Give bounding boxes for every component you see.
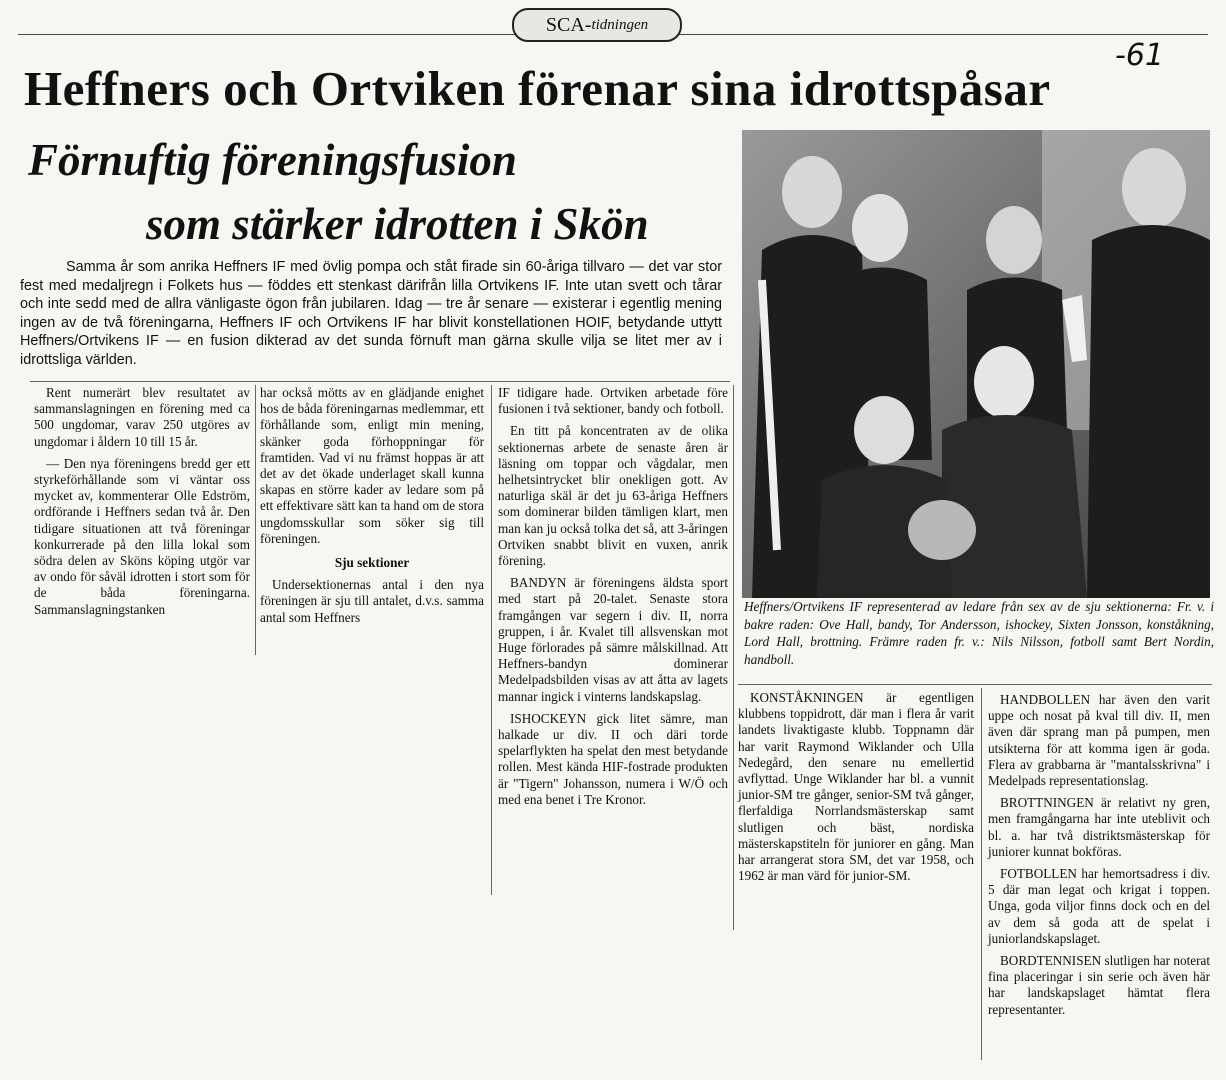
article-column-1 [34, 385, 250, 624]
article-column-4 [738, 690, 974, 890]
column2-paragraph: Undersektionernas antal i den nya föreningen är sju till antalet, d.v.s. samma antal som Heffners [260, 577, 484, 625]
ingress-paragraph: Samma år som anrika Heffners IF med övlig pompa och ståt firade sin 60-åriga tillvaro — det var stor fest med medaljregn i Folkets hus — föddes ett stenkast därifrån lilla Ortvikens IF. Inte utan svett och tårar och inte sedd med de allra vänligaste ögon från jubilaren. Idag — tre år senare — existerar i egentlig mening ingen av de två föreningarna, Heffners IF och Ortvikens IF har blivit konstellationen HOIF, betydande uttytt Heffners/Ortvikens IF — en fusion dikterad av det sunda förnuft man gärna skulle vilja se litet mer av i idrottsliga världen. [20, 259, 722, 368]
article-column-3 [498, 385, 728, 814]
subheadline-line2: som stärker idrotten i Skön [146, 199, 649, 249]
column4-paragraph: KONSTÅKNINGEN är egentligen klubbens toppidrott, där man i flera år varit landets livaktigaste klubb. Toppnamn där har varit Raymond Wiklander och Ulla Nedegård, den senare nu emellertid avflyttad. Unge Wiklander har bl. a vunnit junior-SM tre gånger, senior-SM två gånger, flerfaldiga Norrlandsmästerskap samt slutligen och bäst, nordiska mästerskapstiteln för juniorer en gång. Man har arrangerat stora SM, det var 1958, och 1962 är man värd för junior-SM. [738, 690, 974, 884]
column1-paragraph: Rent numerärt blev resultatet av sammanslagningen en förening med ca 500 ungdomar, varav 250 utgöres av ungdomar i åldern 10 till 15 år. [34, 385, 250, 449]
column3-paragraph: IF tidigare hade. Ortviken arbetade före fusionen i två sektioner, bandy och fotboll. [498, 385, 728, 417]
masthead-name-suffix: tidningen [591, 16, 649, 33]
headline: Heffners och Ortviken förenar sina idrottspåsar [24, 61, 1051, 116]
team-leaders-photo [742, 130, 1210, 598]
column3-paragraph: BANDYN är föreningens äldsta sport med start på 20-talet. Senaste stora framgången var segern i div. II, norra gruppen, i år. Kvalet till allsvenskan mot Huge förlorades på sämre målskillnad. Att Heffners-bandyn dominerar Medelpadsbilden visas av att åtta av lagets mannar ingick i vinterns landskapslag. [498, 575, 728, 704]
column-rule-2 [491, 385, 492, 895]
column5-paragraph: BORDTENNISEN slutligen har noterat fina placeringar i sin serie och även här har landskapslaget hämtat flera representanter. [988, 953, 1210, 1017]
masthead-name: SCA- [545, 13, 592, 36]
column3-paragraph: ISHOCKEYN gick litet sämre, man halkade ur div. II och däri torde spelarflykten ha spelat den mest betydande rollen. Mest kända HIF-fostrade produkten är "Tigern" Johansson, numera i W/Ö och med ena benet i Tre Kronor. [498, 710, 728, 807]
section-subhead-sju-sektioner: Sju sektioner [334, 555, 410, 571]
photo-caption: Heffners/Ortvikens IF representerad av ledare från sex av de sju sektionerna: Fr. v. i bakre raden: Ove Hall, bandy, Tor Andersson, ishockey, Sixten Jonsson, konståkning, Lord Hall, brottning. Främre raden fr. v.: Nils Nilsson, fotboll samt Bert Nordin, handboll. [744, 599, 1214, 667]
masthead-badge [512, 8, 682, 42]
subheadline-line1: Förnuftig föreningsfusion [28, 135, 517, 185]
article-column-5 [988, 692, 1210, 1024]
photo-illustration [742, 130, 1210, 598]
column5-paragraph: BROTTNINGEN är relativt ny gren, men framgångarna har inte uteblivit och bl. a. har två distriktsmästerskap för juniorer kunnat bokföras. [988, 795, 1210, 859]
column-rule-1 [255, 385, 256, 655]
column-rule-4 [981, 688, 982, 1060]
column-rule-3 [733, 385, 734, 930]
ingress-rule [30, 381, 730, 382]
column5-paragraph: HANDBOLLEN har även den varit uppe och nosat på kval till div. II, men även där sprang man på pumpen, men utsikterna för att komma igen är goda. Flera av grabbarna är "mantalsskrivna" i Medelpads representationslag. [988, 692, 1210, 789]
caption-rule [738, 684, 1212, 685]
column3-paragraph: En titt på koncentraten av de olika sektionernas arbete de senaste åren är läsning om toppar och vågdalar, men helhetsintrycket blir onekligen gott. Av naturliga skäl är det ju 63-åriga Heffners som dominerar bilden tämligen klart, men man kan ju också tolka det så, att 3-åringen Ortviken snabbt blivit en vuxen, anrik förening. [498, 423, 728, 569]
column2-paragraph: har också mötts av en glädjande enighet hos de båda föreningarnas medlemmar, ett förhållande som, enligt min mening, skänker goda förhoppningar för framtiden. Vad vi nu främst hoppas är att det av det ökade underlaget skall kunna skapas en större kader av ledare som på ett effektivare sätt kan ta hand om de stora ungdomsskullar som söker sig till föreningen. [260, 385, 484, 546]
article-column-2 [260, 385, 484, 632]
column1-paragraph: — Den nya föreningens bredd ger ett styrkeförhållande som vi väntar oss mycket av, kommenterar Olle Edström, ordförande i Heffners sedan två år. Den tidigare situationen att två föreningar konkurrerade på den lilla lokal som södra delen av Sköns köping utgör var av ondo för såväl idrotten i stort som för de båda föreningarna. Sammanslagningstanken [34, 455, 250, 617]
column5-paragraph: FOTBOLLEN har hemortsadress i div. 5 där man legat och krigat i toppen. Unga, goda viljor finns dock och en del av dem så goda att de spelat i juniorlandskapslaget. [988, 866, 1210, 946]
handwritten-note: -61 [1115, 38, 1164, 73]
